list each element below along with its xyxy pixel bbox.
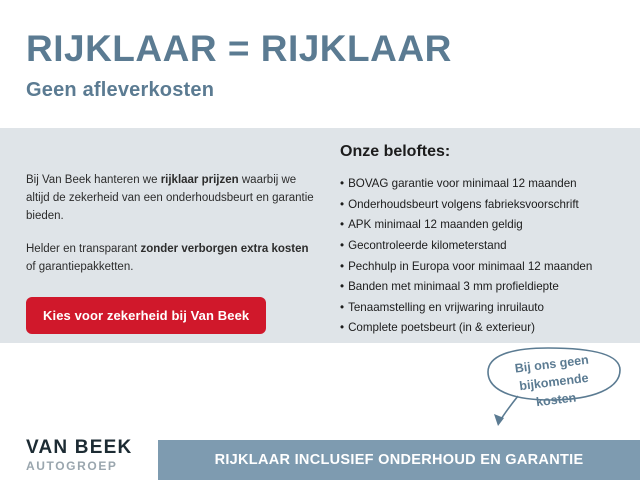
list-item-label: APK minimaal 12 maanden geldig — [348, 218, 523, 232]
header — [0, 0, 640, 128]
page-title: RIJKLAAR = RIJKLAAR — [26, 28, 452, 69]
list-item — [340, 195, 625, 216]
paragraph-one-bold: rijklaar prijzen — [160, 174, 239, 186]
list-item — [340, 257, 625, 278]
bullet-icon: • — [340, 238, 345, 252]
promises-title: Onze beloftes: — [340, 143, 451, 160]
bullet-icon: • — [340, 280, 345, 294]
footer-banner-text: RIJKLAAR INCLUSIEF ONDERHOUD EN GARANTIE — [214, 452, 584, 468]
list-item — [340, 174, 625, 195]
left-text-column — [26, 172, 316, 334]
paragraph-two — [26, 241, 316, 277]
brand-logo-tagline: AUTOGROEP — [26, 458, 118, 473]
list-item — [340, 215, 625, 236]
paragraph-one-text-a: Bij Van Beek hanteren we — [26, 174, 161, 186]
list-item-label: BOVAG garantie voor minimaal 12 maanden — [348, 177, 577, 190]
bullet-icon: • — [340, 197, 345, 211]
list-item-label: Tenaamstelling en vrijwaring inruilauto — [348, 300, 544, 314]
list-item — [340, 236, 625, 257]
bullet-icon: • — [340, 259, 345, 273]
bullet-icon: • — [340, 177, 345, 190]
list-item-label: Banden met minimaal 3 mm profieldiepte — [348, 280, 559, 294]
brand-logo[interactable] — [26, 438, 150, 473]
list-item-label: Onderhoudsbeurt volgens fabrieksvoorschrift — [348, 197, 579, 211]
cta-button[interactable]: Kies voor zekerheid bij Van Beek — [26, 297, 266, 334]
bullet-icon: • — [340, 218, 345, 232]
list-item-label: Pechhulp in Europa voor minimaal 12 maanden — [348, 259, 593, 273]
footer-banner — [158, 440, 640, 480]
paragraph-one-text-b: waarbij we altijd de zekerheid van een onderhoudsbeurt en garantie bieden. — [26, 174, 314, 222]
page-subtitle: Geen afleverkosten — [26, 78, 215, 101]
speech-bubble — [470, 344, 630, 436]
list-item — [340, 298, 625, 319]
brand-logo-name: VAN BEEK — [26, 437, 133, 458]
paragraph-two-text-b: of garantiepakketten. — [26, 261, 134, 274]
promises-list — [340, 174, 625, 360]
bullet-icon: • — [340, 321, 345, 335]
list-item-label: Gecontroleerde kilometerstand — [348, 238, 507, 252]
bubble-line-1: Bij ons geen — [513, 352, 590, 376]
paragraph-two-text-a: Helder en transparant — [26, 243, 141, 256]
list-item — [340, 318, 625, 339]
bullet-icon: • — [340, 300, 345, 314]
list-item-label: Complete poetsbeurt (in & exterieur) — [348, 321, 535, 335]
paragraph-two-bold: zonder verborgen extra kosten — [140, 243, 309, 256]
bubble-line-2: bijkomende — [518, 370, 590, 393]
bubble-line-3: kosten — [535, 389, 577, 409]
list-item — [340, 277, 625, 298]
promises-column — [340, 143, 625, 360]
paragraph-one — [26, 172, 316, 225]
